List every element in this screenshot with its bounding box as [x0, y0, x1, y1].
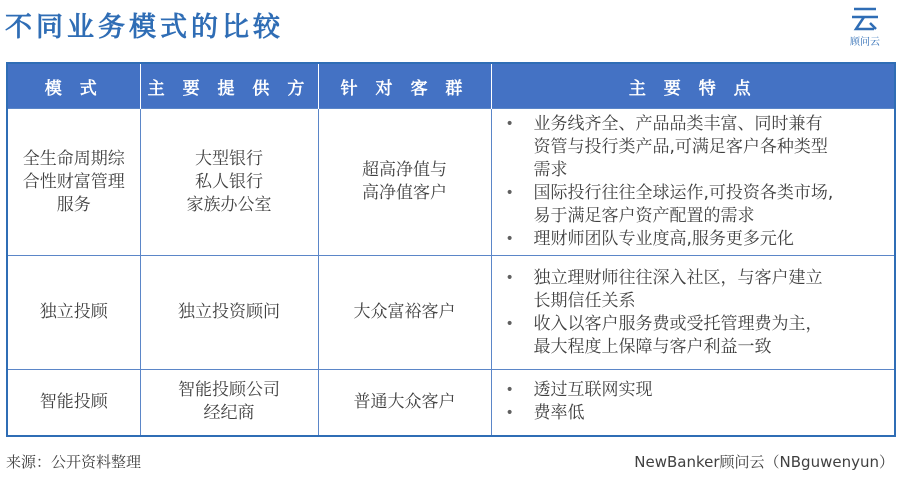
client-text: 普通大众客户: [353, 391, 456, 412]
mode-cell: [7, 109, 140, 256]
provider-text: 私人银行: [195, 171, 263, 192]
client-text: 高净值客户: [362, 183, 447, 203]
providers-cell: [140, 370, 318, 436]
provider-text: 大型银行: [195, 148, 263, 169]
bullet-icon: •: [505, 405, 514, 422]
header-mode: 模 式: [7, 63, 140, 109]
logo-text: 顾问云: [850, 37, 880, 48]
features-cell: [491, 109, 895, 256]
page-title: 不同业务模式的比较: [5, 12, 284, 43]
source-note: 来源：公开资料整理: [6, 453, 142, 471]
clients-cell: [318, 370, 491, 436]
feature-item: [500, 182, 889, 228]
header-features: 主 要 特 点: [491, 63, 895, 109]
provider-text: 独立投资顾问: [178, 302, 280, 322]
feature-text: 国际投行往往全球运作,可投资各类市场,: [533, 183, 834, 203]
client-text: 大众富裕客户: [353, 302, 456, 322]
table-row: [7, 109, 895, 256]
bullet-icon: •: [505, 269, 514, 286]
bullet-icon: •: [505, 382, 514, 399]
feature-text: 透过互联网实现: [533, 380, 653, 401]
feature-item: [500, 379, 889, 402]
clients-cell: [318, 256, 491, 370]
provider-text: 智能投顾公司: [178, 380, 280, 401]
providers-cell: [140, 256, 318, 370]
mode-text: 合性财富管理: [22, 171, 125, 192]
mode-text: 服务: [56, 194, 91, 215]
table-row: [7, 370, 895, 436]
feature-item: [500, 402, 889, 425]
mode-cell: [7, 370, 140, 436]
feature-text: 资管与投行类产品,可满足客户各种类型: [533, 137, 828, 157]
provider-text: 家族办公室: [186, 194, 272, 215]
mode-text: 全生命周期综: [22, 148, 125, 169]
logo: [842, 6, 888, 48]
feature-item: [500, 267, 889, 313]
bullet-icon: •: [505, 315, 514, 332]
feature-item: [500, 313, 889, 359]
features-cell: [491, 370, 895, 436]
feature-text: 易于满足客户资产配置的需求: [533, 206, 755, 226]
bullet-icon: •: [505, 231, 514, 247]
bullet-icon: •: [505, 185, 514, 201]
table-row: [7, 256, 895, 370]
cloud-logo-icon: [850, 6, 880, 32]
features-list: [500, 267, 889, 359]
feature-text: 业务线齐全、产品品类丰富、同时兼有: [533, 114, 823, 134]
feature-text: 独立理财师往往深入社区，与客户建立: [533, 267, 823, 288]
feature-item: [500, 228, 889, 251]
clients-cell: [318, 109, 491, 256]
mode-cell: [7, 256, 140, 370]
features-cell: [491, 256, 895, 370]
feature-item: [500, 113, 889, 182]
features-list: [500, 113, 889, 251]
feature-text: 费率低: [533, 403, 585, 424]
mode-text: 智能投顾: [39, 391, 108, 412]
table-header-row: [7, 63, 895, 109]
provider-text: 经纪商: [203, 403, 255, 424]
providers-cell: [140, 109, 318, 256]
client-text: 超高净值与: [362, 160, 447, 180]
header-clients: 针 对 客 群: [318, 63, 491, 109]
feature-text: 收入以客户服务费或受托管理费为主，: [533, 313, 823, 334]
bullet-icon: •: [505, 116, 514, 132]
feature-text: 需求: [533, 160, 568, 180]
header-providers: 主 要 提 供 方: [140, 63, 318, 109]
feature-text: 理财师团队专业度高,服务更多元化: [533, 229, 794, 249]
feature-text: 长期信任关系: [533, 290, 636, 311]
feature-text: 最大程度上保障与客户利益一致: [533, 336, 772, 357]
comparison-table: [6, 62, 896, 437]
mode-text: 独立投顾: [39, 302, 108, 322]
features-list: [500, 379, 889, 425]
credit-note: NewBanker顾问云（NBguwenyun）: [634, 453, 894, 471]
